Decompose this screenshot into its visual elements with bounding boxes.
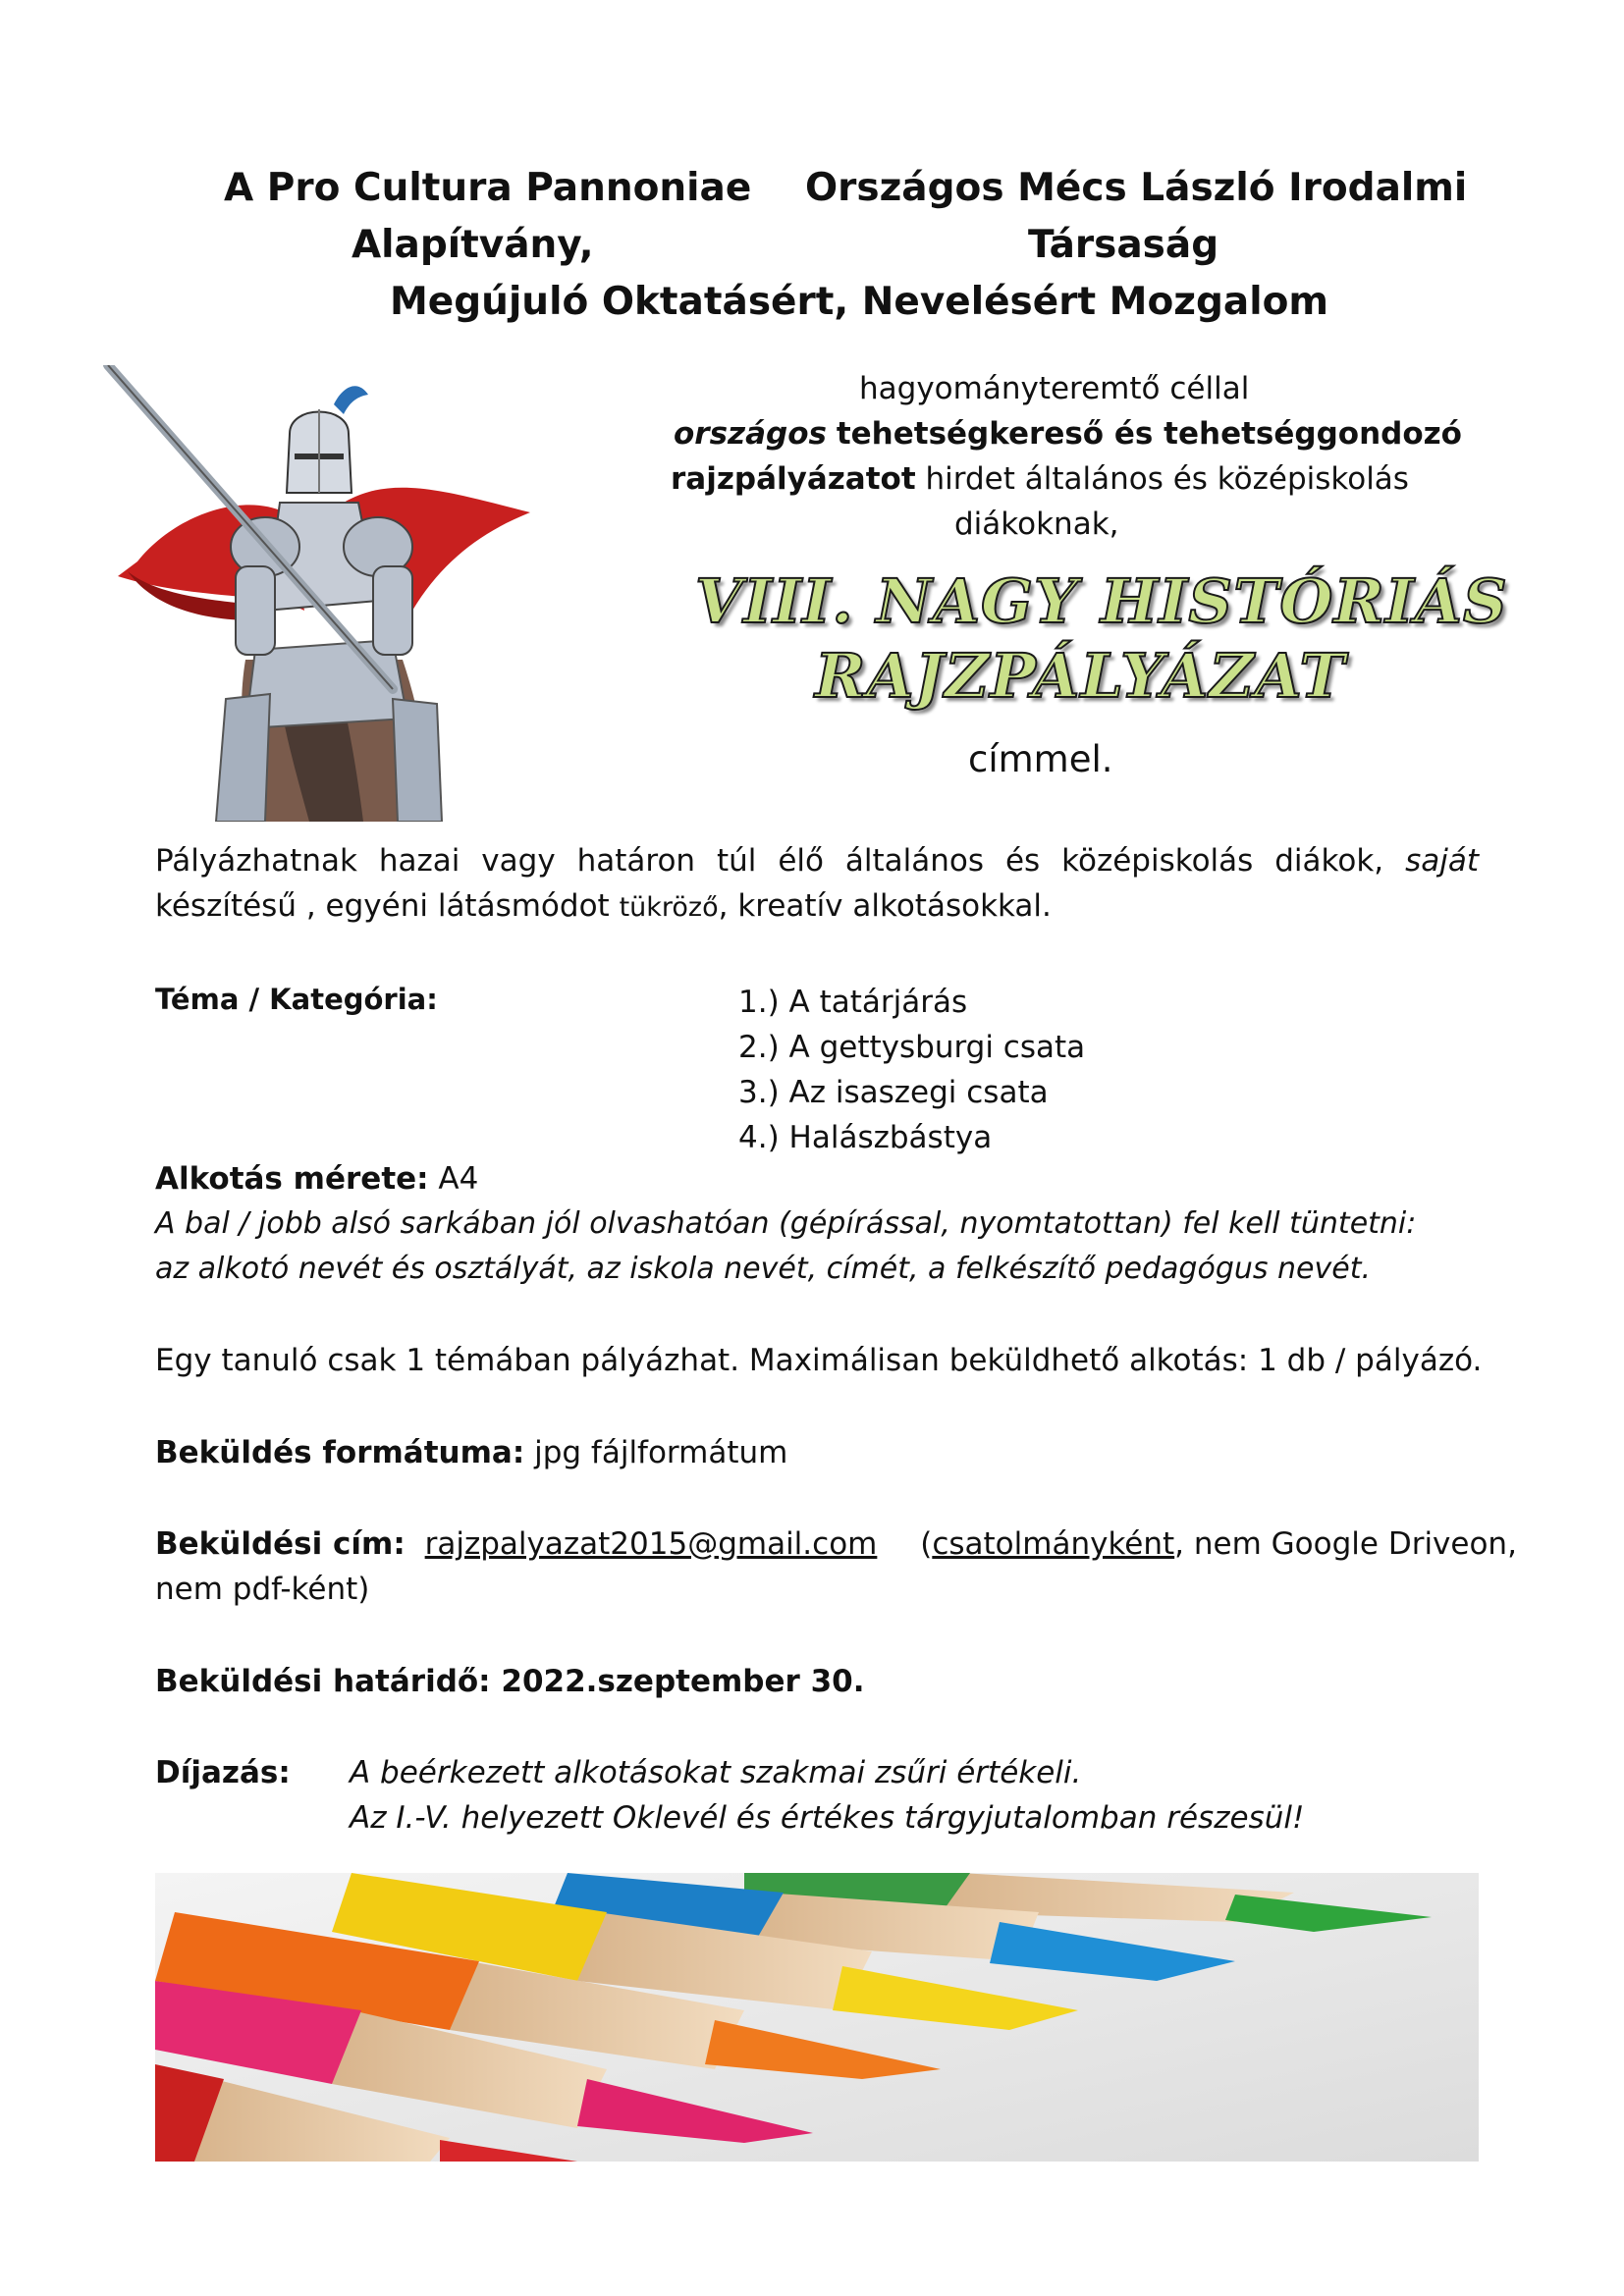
deadline-line xyxy=(155,1664,865,1699)
intro-drawing-contest: rajzpályázatot xyxy=(671,461,916,497)
format-value: jpg fájlformátum xyxy=(534,1435,788,1470)
limit-text: Egy tanuló csak 1 témában pályázhat. Maximálisan beküldhető alkotás: 1 db / pályázó. xyxy=(155,1343,1483,1378)
address-line2: nem pdf-ként) xyxy=(155,1572,370,1607)
intro-announce: hirdet általános és középiskolás xyxy=(925,461,1409,497)
topic-item: 1.) A tatárjárás xyxy=(738,985,968,1020)
prizes-line2: Az I.-V. helyezett Oklevél és értékes tárgyjutalomban részesül! xyxy=(350,1800,1305,1836)
eligibility-part3: készítésű , egyéni látásmódot xyxy=(155,888,610,924)
size-label: Alkotás mérete: xyxy=(155,1161,429,1197)
organizer-left xyxy=(224,160,751,274)
deadline-value: 2022.szeptember 30. xyxy=(501,1664,865,1699)
eligibility-reflecting: tükröző xyxy=(619,892,719,923)
knight-illustration xyxy=(98,365,532,822)
organizer-bottom: Megújuló Oktatásért, Nevelésért Mozgalom xyxy=(390,280,1328,324)
prizes-label: Díjazás: xyxy=(155,1755,291,1790)
address-label: Beküldési cím: xyxy=(155,1526,406,1562)
attachment-note: csatolmányként xyxy=(932,1526,1175,1562)
deadline-label: Beküldési határidő: xyxy=(155,1664,491,1699)
address-line1: Beküldési cím: rajzpalyazat2015@gmail.com (csatolmányként, nem Google Driveon, xyxy=(155,1526,1517,1562)
eligibility-part1: Pályázhatnak hazai vagy határon túl élő általános és középiskolás diákok, xyxy=(155,843,1384,879)
size-note-line2: az alkotó nevét és osztályát, az iskola nevét, címét, a felkészítő pedagógus nevét. xyxy=(155,1252,1372,1286)
size-line xyxy=(155,1161,478,1197)
format-label: Beküldés formátuma: xyxy=(155,1435,525,1470)
organizer-right-line1: Országos Mécs László Irodalmi xyxy=(805,166,1468,210)
size-value: A4 xyxy=(438,1161,479,1197)
organizer-right xyxy=(805,160,1467,274)
eligibility-part5: , kreatív alkotásokkal. xyxy=(718,888,1052,924)
intro-line3 xyxy=(671,461,1409,497)
intro-national: országos xyxy=(674,416,827,452)
topics-list xyxy=(738,980,1085,1160)
eligibility-paragraph xyxy=(155,838,1479,931)
eligibility-own: saját xyxy=(1405,843,1479,879)
prizes-line1: A beérkezett alkotásokat szakmai zsűri értékeli. xyxy=(350,1755,1082,1790)
intro-line2 xyxy=(674,416,1462,452)
organizer-left-line2: Alapítvány, xyxy=(352,223,594,267)
organizer-right-line2: Társaság xyxy=(1028,223,1219,267)
email-link[interactable]: rajzpalyazat2015@gmail.com xyxy=(424,1526,878,1562)
format-line xyxy=(155,1435,787,1470)
colored-pencils-photo xyxy=(155,1873,1479,2162)
address-rest: , nem Google Driveon, xyxy=(1174,1526,1517,1562)
contest-title-line2: RAJZPÁLYÁZAT xyxy=(815,640,1346,712)
topic-item: 2.) A gettysburgi csata xyxy=(738,1030,1086,1065)
organizer-left-line1: A Pro Cultura Pannoniae xyxy=(224,166,752,210)
intro-line4: diákoknak, xyxy=(954,507,1119,542)
contest-title-line1: VIII. NAGY HISTÓRIÁS xyxy=(695,565,1508,637)
title-suffix: címmel. xyxy=(968,738,1113,780)
intro-line1: hagyományteremtő céllal xyxy=(859,371,1250,406)
topic-item: 3.) Az isaszegi csata xyxy=(738,1075,1049,1110)
topic-item: 4.) Halászbástya xyxy=(738,1120,993,1155)
topics-label: Téma / Kategória: xyxy=(155,983,438,1016)
size-note-line1: A bal / jobb alsó sarkában jól olvashatóan (gépírással, nyomtatottan) fel kell tüntetni: xyxy=(155,1206,1417,1241)
intro-talent: tehetségkereső és tehetséggondozó xyxy=(836,416,1462,452)
